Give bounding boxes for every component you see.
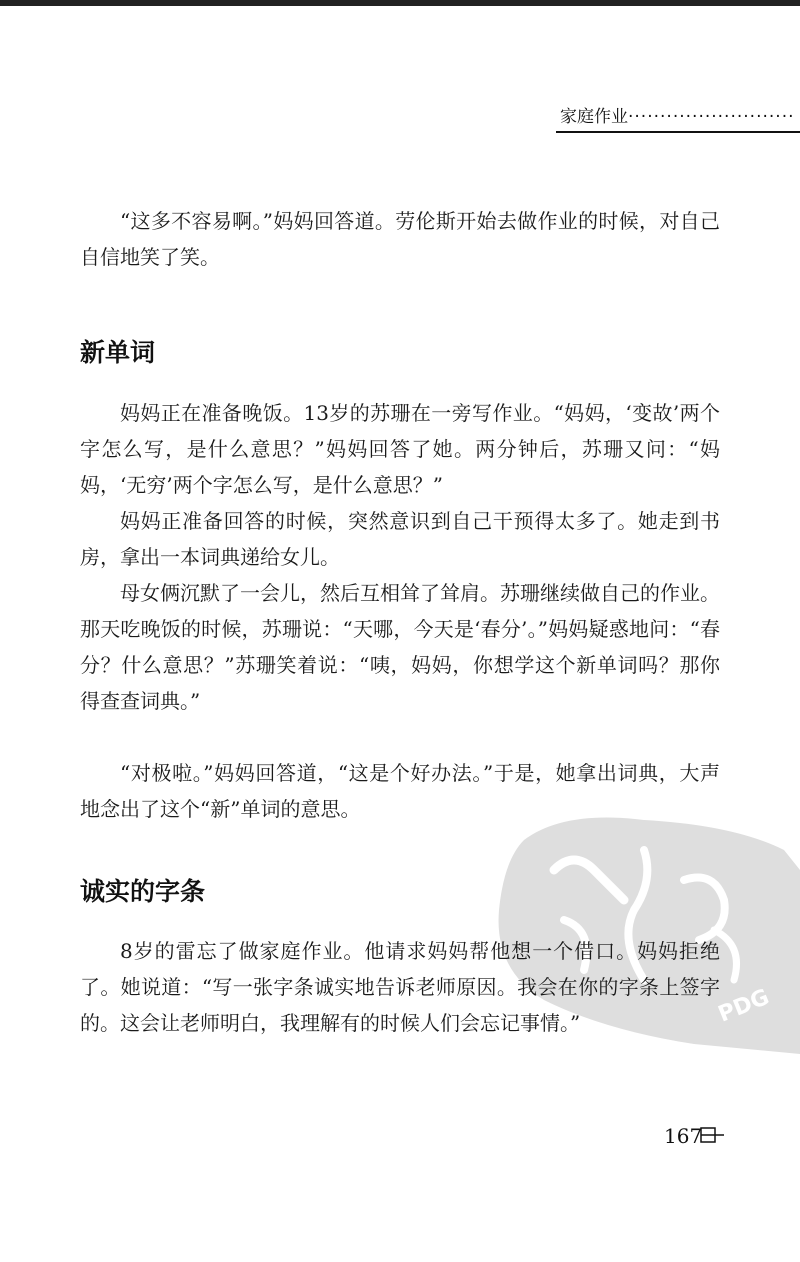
watermark-text: PDG [714, 984, 773, 1028]
paragraph: 妈妈正在准备晚饭。13岁的苏珊在一旁写作业。“妈妈，‘变故’两个字怎么写，是什么意思？”妈妈回答了她。两分钟后，苏珊又问：“妈妈，‘无穷’两个字怎么写，是什么意思？” [80, 401, 720, 497]
section-heading-new-word: 新单词 [80, 338, 156, 367]
paragraph: 母女俩沉默了一会儿，然后互相耸了耸肩。苏珊继续做自己的作业。那天吃晚饭的时候，苏珊说：“天哪，今天是‘春分’。”妈妈疑惑地问：“春分？什么意思？”苏珊笑着说：“咦，妈妈，你想学这个新单词吗？那你得查查词典。” [80, 581, 720, 713]
running-header-title: 家庭作业 [560, 107, 628, 127]
running-header [560, 104, 800, 130]
paragraph: “对极啦。”妈妈回答道，“这是个好办法。”于是，她拿出词典，大声地念出了这个“新”单词的意思。 [80, 761, 720, 821]
header-rule [556, 131, 800, 133]
paragraph: 妈妈正准备回答的时候，突然意识到自己干预得太多了。她走到书房，拿出一本词典递给女儿。 [80, 509, 720, 569]
page-number: 167 [664, 1124, 703, 1148]
page-corner-mark-icon [700, 1127, 724, 1143]
paragraph: “这多不容易啊。”妈妈回答道。劳伦斯开始去做作业的时候，对自己自信地笑了笑。 [80, 209, 720, 269]
section-heading-honest-note: 诚实的字条 [80, 877, 206, 906]
paragraph: 8岁的雷忘了做家庭作业。他请求妈妈帮他想一个借口。妈妈拒绝了。她说道：“写一张字条诚实地告诉老师原因。我会在你的字条上签字的。这会让老师明白，我理解有的时候人们会忘记事情。” [80, 939, 720, 1035]
top-border-rule [0, 0, 800, 6]
running-header-dots: ·························· [628, 107, 795, 127]
